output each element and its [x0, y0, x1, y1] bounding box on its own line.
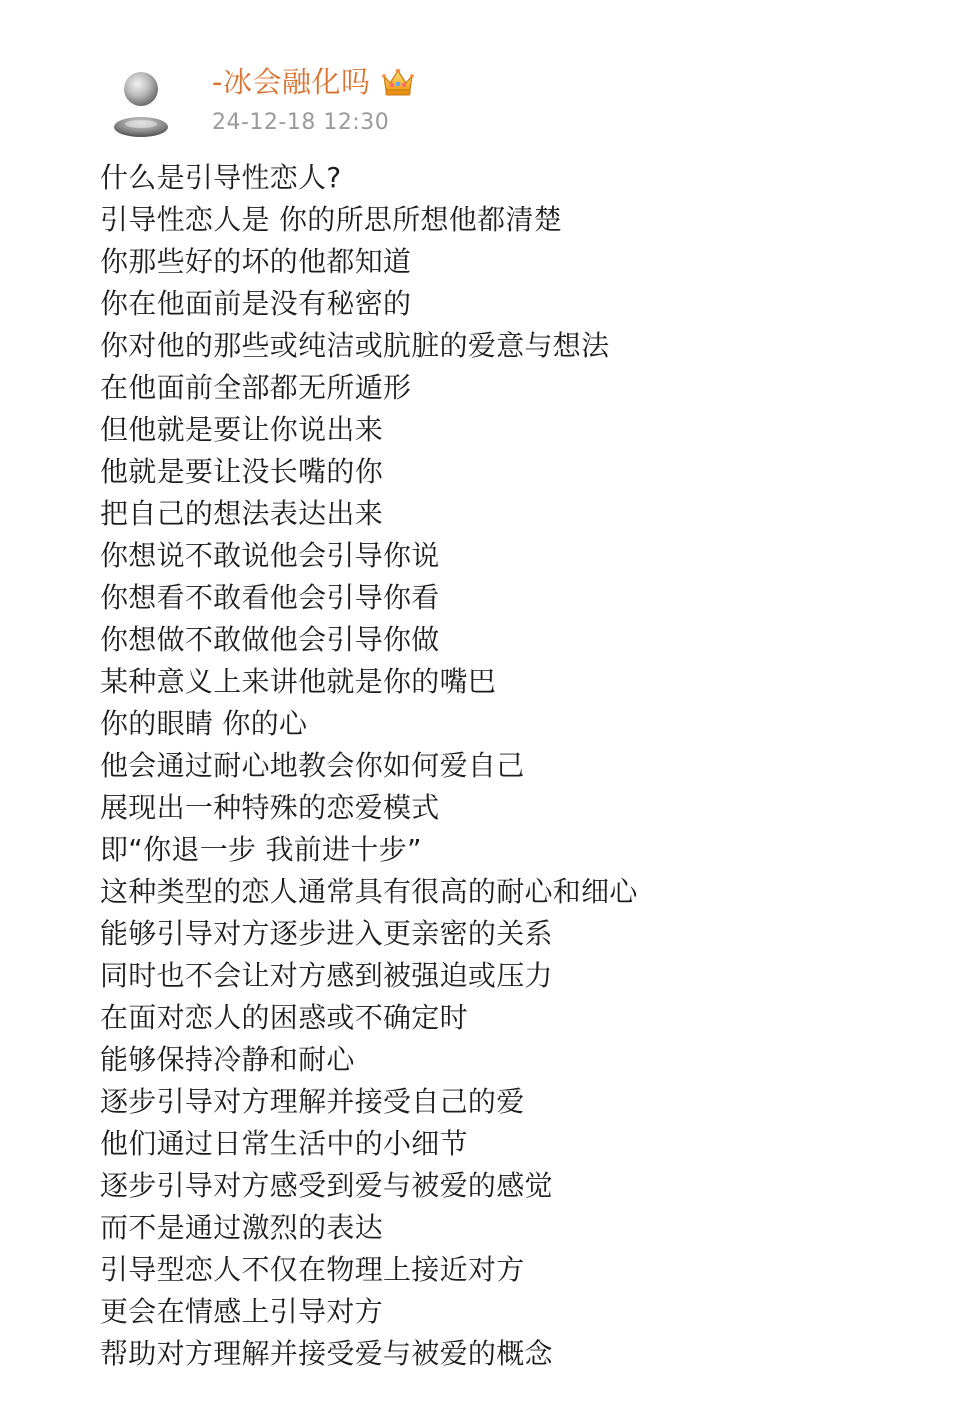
post-line: 在面对恋人的困惑或不确定时 — [100, 1001, 468, 1034]
post-line: 在他面前全部都无所遁形 — [100, 371, 412, 404]
post-line: 引导性恋人是 你的所思所想他都清楚 — [100, 203, 563, 236]
post-line: 你对他的那些或纯洁或肮脏的爱意与想法 — [100, 329, 610, 362]
post-line: 把自己的想法表达出来 — [100, 497, 384, 530]
post-line: 逐步引导对方感受到爱与被爱的感觉 — [100, 1169, 553, 1202]
post-line: 引导型恋人不仅在物理上接近对方 — [100, 1253, 525, 1286]
post-line: 你那些好的坏的他都知道 — [100, 245, 412, 278]
default-user-avatar-icon — [110, 68, 172, 138]
post-header — [100, 58, 860, 148]
post-line: 你想做不敢做他会引导你做 — [100, 623, 440, 656]
post-line: 某种意义上来讲他就是你的嘴巴 — [100, 665, 497, 698]
post-line: 更会在情感上引导对方 — [100, 1295, 384, 1328]
post-line: 你在他面前是没有秘密的 — [100, 287, 412, 320]
author-line — [212, 58, 416, 106]
post-line: 他就是要让没长嘴的你 — [100, 455, 384, 488]
post-line: 他们通过日常生活中的小细节 — [100, 1127, 468, 1160]
post-line: 但他就是要让你说出来 — [100, 413, 384, 446]
post-line: 而不是通过激烈的表达 — [100, 1211, 384, 1244]
post-line: 帮助对方理解并接受爱与被爱的概念 — [100, 1337, 553, 1370]
post-line: 这种类型的恋人通常具有很高的耐心和细心 — [100, 875, 638, 908]
author-name[interactable]: -冰会融化吗 — [212, 65, 371, 99]
post-timestamp: 24-12-18 12:30 — [212, 110, 390, 135]
post-line: 能够引导对方逐步进入更亲密的关系 — [100, 917, 553, 950]
post-line: 即“你退一步 我前进十步” — [100, 833, 422, 866]
post-body — [100, 157, 920, 1375]
avatar[interactable] — [110, 68, 172, 138]
post-line: 你想看不敢看他会引导你看 — [100, 581, 440, 614]
post-line: 展现出一种特殊的恋爱模式 — [100, 791, 440, 824]
post-line: 能够保持冷静和耐心 — [100, 1043, 355, 1076]
post-line: 什么是引导性恋人? — [100, 161, 342, 194]
post-line: 同时也不会让对方感到被强迫或压力 — [100, 959, 553, 992]
post-line: 他会通过耐心地教会你如何爱自己 — [100, 749, 525, 782]
post-line: 你的眼睛 你的心 — [100, 707, 308, 740]
author-block — [212, 58, 416, 138]
post-line: 你想说不敢说他会引导你说 — [100, 539, 440, 572]
post-line: 逐步引导对方理解并接受自己的爱 — [100, 1085, 525, 1118]
vip-crown-icon[interactable] — [380, 66, 416, 98]
